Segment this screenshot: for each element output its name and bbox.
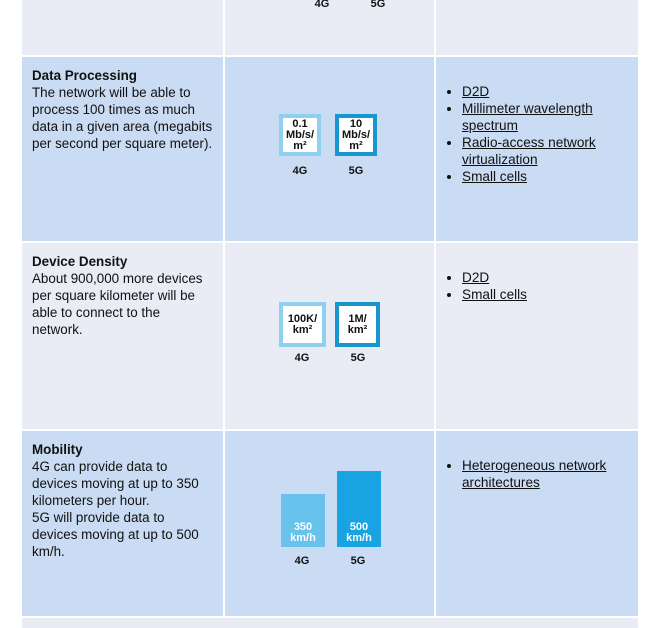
- row-description: 5G will provide data to devices moving at up to 500 km/h.: [32, 510, 199, 559]
- gen4-value-box: [279, 114, 321, 156]
- row-description: About 900,000 more devices per square kilometer will be able to connect to the network.: [32, 271, 203, 337]
- feature-link[interactable]: • Millimeter wavelength spectrum: [462, 100, 638, 134]
- row-description: 4G can provide data to devices moving at up to 350 kilometers per hour.: [32, 459, 199, 508]
- table-row-data-processing: [22, 57, 638, 241]
- comparison-cell: [225, 0, 434, 55]
- gen5-label: 5G: [350, 352, 366, 364]
- gen4-label: 4G: [314, 0, 330, 10]
- feature-link[interactable]: • D2D: [462, 83, 638, 100]
- row-description: The network will be able to process 100 times as much data in a given area (megabits per second per square meter).: [32, 85, 213, 151]
- gen4-speed-value: 350 km/h: [290, 521, 316, 544]
- feature-list: [436, 57, 638, 185]
- feature-link[interactable]: • Small cells: [462, 286, 638, 303]
- gen5-speed-value: 500 km/h: [346, 521, 372, 544]
- feature-link[interactable]: • Small cells: [462, 168, 638, 185]
- comparison-cell: [225, 243, 434, 429]
- gen5-label: 5G: [370, 0, 386, 10]
- feature-list: [436, 431, 638, 491]
- row-title: Device Density: [32, 254, 128, 269]
- feature-link[interactable]: • D2D: [462, 269, 638, 286]
- features-cell: [436, 0, 638, 55]
- description-cell: [22, 0, 223, 55]
- gen5-value: 1M/ km²: [347, 312, 368, 336]
- comparison-cell: [225, 57, 434, 241]
- gen5-value-box: [335, 302, 380, 347]
- gen4-value: 0.1 Mb/s/ m²: [285, 117, 315, 152]
- gen5-value: 10 Mb/s/ m²: [341, 117, 371, 152]
- feature-link[interactable]: • Radio-access network virtualization: [462, 134, 638, 168]
- gen5-value-box: [335, 114, 377, 156]
- feature-link[interactable]: • Heterogeneous network architectures: [462, 457, 638, 491]
- features-cell: [436, 243, 638, 429]
- feature-list: [436, 243, 638, 303]
- table-row-next: [22, 618, 638, 628]
- gen4-label: 4G: [294, 555, 310, 567]
- gen5-speed-bar: [337, 471, 381, 547]
- gen5-label: 5G: [350, 555, 366, 567]
- speed-bar-chart: [225, 431, 434, 616]
- row-title: Data Processing: [32, 68, 137, 83]
- row-title: Mobility: [32, 442, 83, 457]
- gen5-label: 5G: [348, 165, 364, 177]
- table-row-device-density: [22, 243, 638, 429]
- gen4-speed-bar: [281, 494, 325, 547]
- description-cell: [22, 243, 223, 429]
- gen4-value: 100K/ km²: [287, 312, 318, 336]
- gen4-label: 4G: [292, 165, 308, 177]
- features-cell: [436, 57, 638, 241]
- description-cell: [22, 57, 223, 241]
- table-row-top: [22, 0, 638, 55]
- table-row-mobility: [22, 431, 638, 616]
- description-cell: [22, 431, 223, 616]
- features-cell: [436, 431, 638, 616]
- gen4-label: 4G: [294, 352, 310, 364]
- gen4-value-box: [279, 302, 326, 347]
